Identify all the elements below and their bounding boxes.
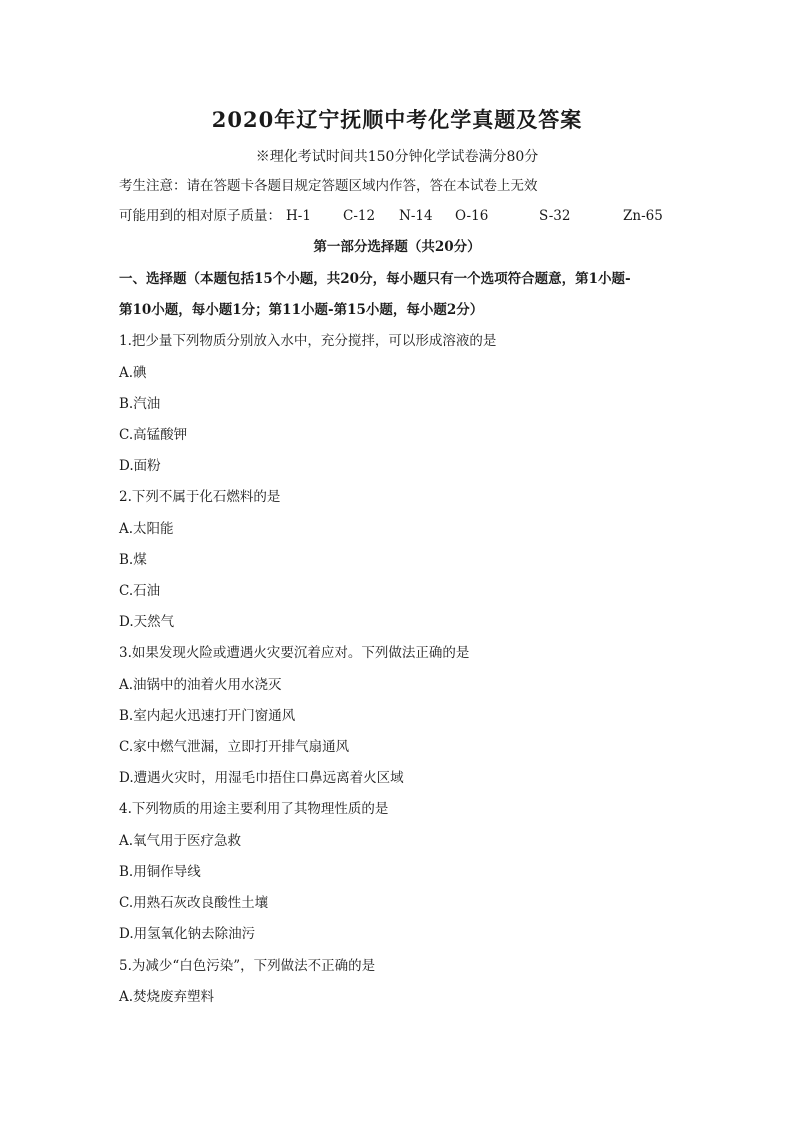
page-title: 2020年辽宁抚顺中考化学真题及答案	[211, 107, 583, 132]
atomic-mass-item: O-16	[455, 208, 489, 224]
question-option: A.焚烧废弃塑料	[119, 989, 215, 1005]
question-stem: 3.如果发现火险或遭遇火灾要沉着应对。下列做法正确的是	[119, 645, 470, 661]
question-stem: 5.为减少“白色污染”，下列做法不正确的是	[119, 958, 376, 974]
atomic-mass-item: C-12	[343, 208, 376, 224]
question-option: D.遭遇火灾时，用湿毛巾捂住口鼻远离着火区域	[119, 770, 404, 786]
atomic-mass-item: S-32	[539, 208, 571, 224]
question-option: C.石油	[119, 583, 161, 599]
question-option: B.用铜作导线	[119, 864, 201, 880]
question-option: C.用熟石灰改良酸性土壤	[119, 895, 269, 911]
question-option: C.高锰酸钾	[119, 427, 188, 443]
question-option: A.油锅中的油着火用水浇灭	[119, 677, 282, 693]
question-option: D.天然气	[119, 614, 175, 630]
question-stem: 1.把少量下列物质分别放入水中，充分搅拌，可以形成溶液的是	[119, 333, 497, 349]
atomic-mass-item: H-1	[286, 208, 311, 224]
atomic-mass-label: 可能用到的相对原子质量：	[119, 208, 281, 224]
question-option: D.用氢氧化钠去除油污	[119, 926, 256, 942]
question-option: D.面粉	[119, 458, 161, 474]
question-stem: 4.下列物质的用途主要利用了其物理性质的是	[119, 801, 389, 817]
question-stem: 2.下列不属于化石燃料的是	[119, 489, 281, 505]
section-heading-line2: 第10小题，每小题1分；第11小题-第15小题，每小题2分）	[119, 302, 484, 318]
section-heading-line1: 一、选择题（本题包括15个小题，共20分，每小题只有一个选项符合题意，第1小题-	[119, 271, 631, 287]
part-heading: 第一部分选择题（共20分）	[313, 239, 481, 255]
question-option: A.碘	[119, 365, 147, 381]
question-option: A.氧气用于医疗急救	[119, 833, 242, 849]
question-option: A.太阳能	[119, 521, 174, 537]
notice-text: 考生注意：请在答题卡各题目规定答题区域内作答，答在本试卷上无效	[119, 178, 538, 194]
exam-subtitle: ※理化考试时间共150分钟化学试卷满分80分	[255, 149, 539, 165]
question-option: B.煤	[119, 552, 147, 568]
atomic-mass-item: N-14	[399, 208, 433, 224]
question-option: B.汽油	[119, 396, 161, 412]
question-option: B.室内起火迅速打开门窗通风	[119, 708, 296, 724]
question-option: C.家中燃气泄漏，立即打开排气扇通风	[119, 739, 350, 755]
atomic-mass-item: Zn-65	[623, 208, 663, 224]
